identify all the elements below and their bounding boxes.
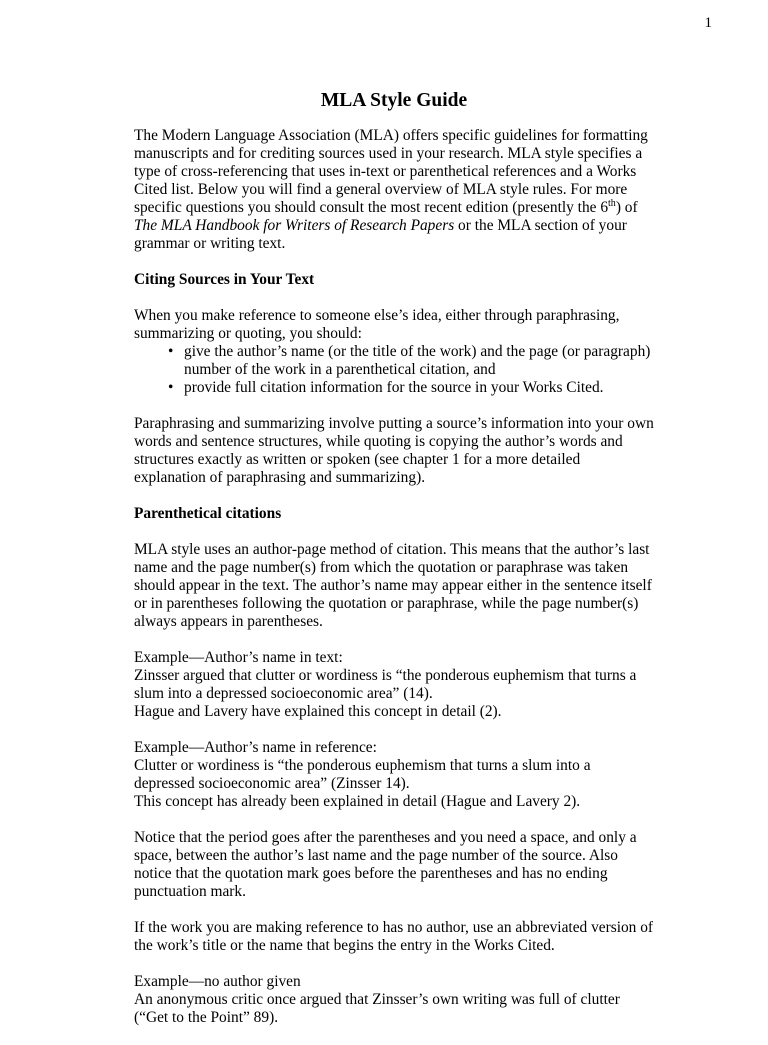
paraphrase-paragraph: Paraphrasing and summarizing involve putting a source’s information into your own words and sentence structures, while quoting is copying the author’s words and structures exactly as written or spoken (see chapter 1 for a more detailed explanation of paraphrasing and summarizing). <box>134 415 654 486</box>
bullet-text: provide full citation information for the source in your Works Cited. <box>184 379 604 396</box>
bullet-icon: • <box>168 343 174 360</box>
example-line: Clutter or wordiness is “the ponderous euphemism that turns a slum into a depressed socioeconomic area” (Zinsser 14). <box>134 757 591 792</box>
example-author-in-text <box>134 649 654 721</box>
example-label: Example—Author’s name in text: <box>134 649 343 666</box>
example-line: Hague and Lavery have explained this concept in detail (2). <box>134 703 502 720</box>
page-title: MLA Style Guide <box>320 90 468 111</box>
parenthetical-intro-paragraph: MLA style uses an author-page method of citation. This means that the author’s last name and the page number(s) from which the quotation or paraphrase was taken should appear in the text. The author’s name may appear either in the sentence itself or in parentheses following the quotation or paraphrase, while the page number(s) always appears in parentheses. <box>134 541 652 630</box>
example-label: Example—Author’s name in reference: <box>134 739 377 756</box>
bullet-item <box>170 379 654 397</box>
bullet-item <box>170 343 654 379</box>
intro-superscript: th <box>608 197 616 209</box>
intro-paragraph <box>134 127 654 253</box>
intro-text-mid: ) of <box>615 199 638 216</box>
handbook-title: The MLA Handbook for Writers of Research Papers <box>134 217 455 234</box>
notice-paragraph: Notice that the period goes after the parentheses and you need a space, and only a space, between the author’s last name and the page number of the source. Also notice that the quotation mark goes before the parentheses and has no ending punctuation mark. <box>134 829 637 900</box>
example-line: Zinsser argued that clutter or wordiness is “the ponderous euphemism that turns a slum into a depressed socioeconomic area” (14). <box>134 667 637 702</box>
no-author-paragraph: If the work you are making reference to has no author, use an abbreviated version of the work’s title or the name that begins the entry in the Works Cited. <box>134 919 654 954</box>
bullet-icon: • <box>168 379 174 396</box>
example-author-in-reference <box>134 739 654 811</box>
page-number: 1 <box>704 15 712 31</box>
example-line: This concept has already been explained in detail (Hague and Lavery 2). <box>134 793 581 810</box>
intro-text-before: The Modern Language Association (MLA) offers specific guidelines for formatting manuscripts and for crediting sources used in your research. MLA style specifies a type of cross-referencing that uses in-text or parenthetical references and a Works Cited list. Below you will find a general overview of MLA style rules. For more specific questions you should consult the most recent edition (presently the 6 <box>134 127 648 216</box>
section-heading-parenthetical: Parenthetical citations <box>134 505 282 522</box>
example-no-author <box>134 973 654 1027</box>
example-label: Example—no author given <box>134 973 301 990</box>
section-heading-citing-sources: Citing Sources in Your Text <box>134 271 315 288</box>
example-line: An anonymous critic once argued that Zinsser’s own writing was full of clutter (“Get to the Point” 89). <box>134 991 620 1026</box>
intro-text-after: or the MLA section of your grammar or writing text. <box>134 217 627 252</box>
bullet-text: give the author’s name (or the title of the work) and the page (or paragraph) number of the work in a parenthetical citation, and <box>184 343 651 378</box>
citing-lead: When you make reference to someone else’s idea, either through paraphrasing, summarizing or quoting, you should: <box>134 307 620 342</box>
document-body <box>134 90 654 1045</box>
citing-bullet-list <box>134 343 654 397</box>
